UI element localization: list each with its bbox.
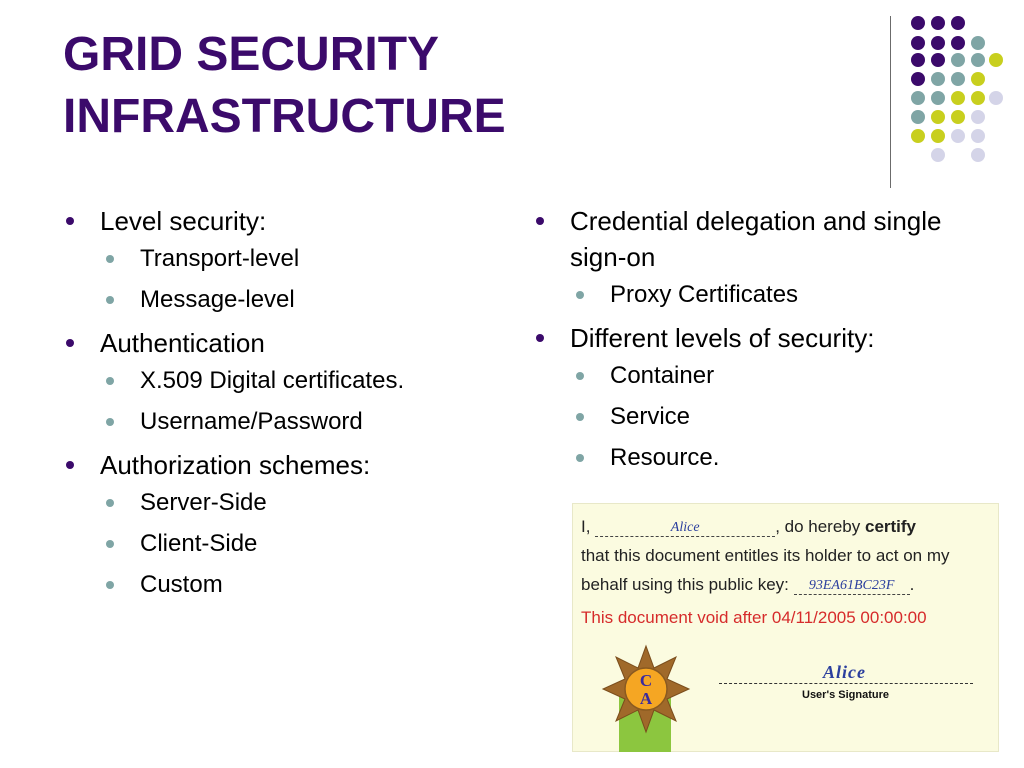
signature-line [719, 683, 973, 684]
sub-list-item: Service [533, 401, 953, 433]
decorative-dot [951, 129, 965, 143]
decorative-dot [931, 72, 945, 86]
sub-list-item: Client-Side [63, 528, 503, 560]
decorative-dot [971, 72, 985, 86]
decorative-dot [931, 110, 945, 124]
decorative-dot [931, 36, 945, 50]
decorative-dot [911, 129, 925, 143]
decorative-dot [989, 91, 1003, 105]
decorative-dot [911, 53, 925, 67]
cert-void-line: This document void after 04/11/2005 00:00:00 [581, 608, 927, 627]
sub-list-item: Transport-level [63, 243, 503, 275]
decorative-dot-grid [0, 0, 1024, 200]
list-item: Credential delegation and single sign-on [533, 203, 953, 275]
sub-list-item: Server-Side [63, 487, 503, 519]
decorative-dot [951, 110, 965, 124]
cert-line-2: that this document entitles its holder to act on my [581, 546, 950, 565]
handwritten-signature: Alice [823, 662, 866, 682]
decorative-dot [951, 16, 965, 30]
sub-list-item: Message-level [63, 284, 503, 316]
ca-seal-icon [601, 644, 691, 734]
decorative-dot [971, 129, 985, 143]
sub-list-item: Resource. [533, 442, 953, 474]
decorative-dot [931, 53, 945, 67]
handwritten-name: Alice [670, 520, 700, 535]
decorative-dot [951, 36, 965, 50]
decorative-dot [931, 16, 945, 30]
cert-prefix: I, [581, 517, 591, 536]
divider-line [890, 16, 891, 188]
certificate-image [572, 503, 999, 752]
decorative-dot [989, 53, 1003, 67]
sub-list-item: X.509 Digital certificates. [63, 365, 503, 397]
decorative-dot [911, 16, 925, 30]
cert-line-1 [581, 516, 916, 537]
right-bullet-list [533, 203, 953, 483]
title-line-2: INFRASTRUCTURE [63, 90, 506, 143]
decorative-dot [971, 36, 985, 50]
seal-letter-top: C [639, 671, 653, 690]
decorative-dot [971, 148, 985, 162]
decorative-dot [931, 148, 945, 162]
signature-label: User's Signature [802, 689, 889, 701]
decorative-dot [951, 91, 965, 105]
list-item: Level security: [63, 203, 503, 239]
decorative-dot [971, 91, 985, 105]
decorative-dot [911, 72, 925, 86]
decorative-dot [931, 91, 945, 105]
name-blank [595, 516, 775, 537]
cert-certify: certify [864, 517, 917, 536]
cert-hereby: , do hereby [775, 517, 861, 536]
decorative-dot [971, 53, 985, 67]
cert-line-3-prefix: behalf using this public key: [581, 575, 789, 594]
key-blank [794, 574, 910, 595]
decorative-dot [911, 91, 925, 105]
decorative-dot [971, 110, 985, 124]
list-item: Different levels of security: [533, 320, 953, 356]
seal-letter-bottom: A [639, 689, 653, 708]
decorative-dot [911, 110, 925, 124]
left-bullet-list [63, 203, 503, 610]
cert-line-3 [581, 574, 914, 595]
decorative-dot [911, 36, 925, 50]
decorative-dot [951, 72, 965, 86]
sub-list-item: Custom [63, 569, 503, 601]
decorative-dot [931, 129, 945, 143]
sub-list-item: Container [533, 360, 953, 392]
sub-list-item: Username/Password [63, 406, 503, 438]
sub-list-item: Proxy Certificates [533, 279, 953, 311]
title-line-1: GRID SECURITY [63, 28, 440, 81]
handwritten-key: 93EA61BC23F [808, 578, 895, 593]
list-item: Authorization schemes: [63, 447, 503, 483]
list-item: Authentication [63, 325, 503, 361]
cert-line-3-suffix: . [909, 575, 915, 594]
decorative-dot [951, 53, 965, 67]
